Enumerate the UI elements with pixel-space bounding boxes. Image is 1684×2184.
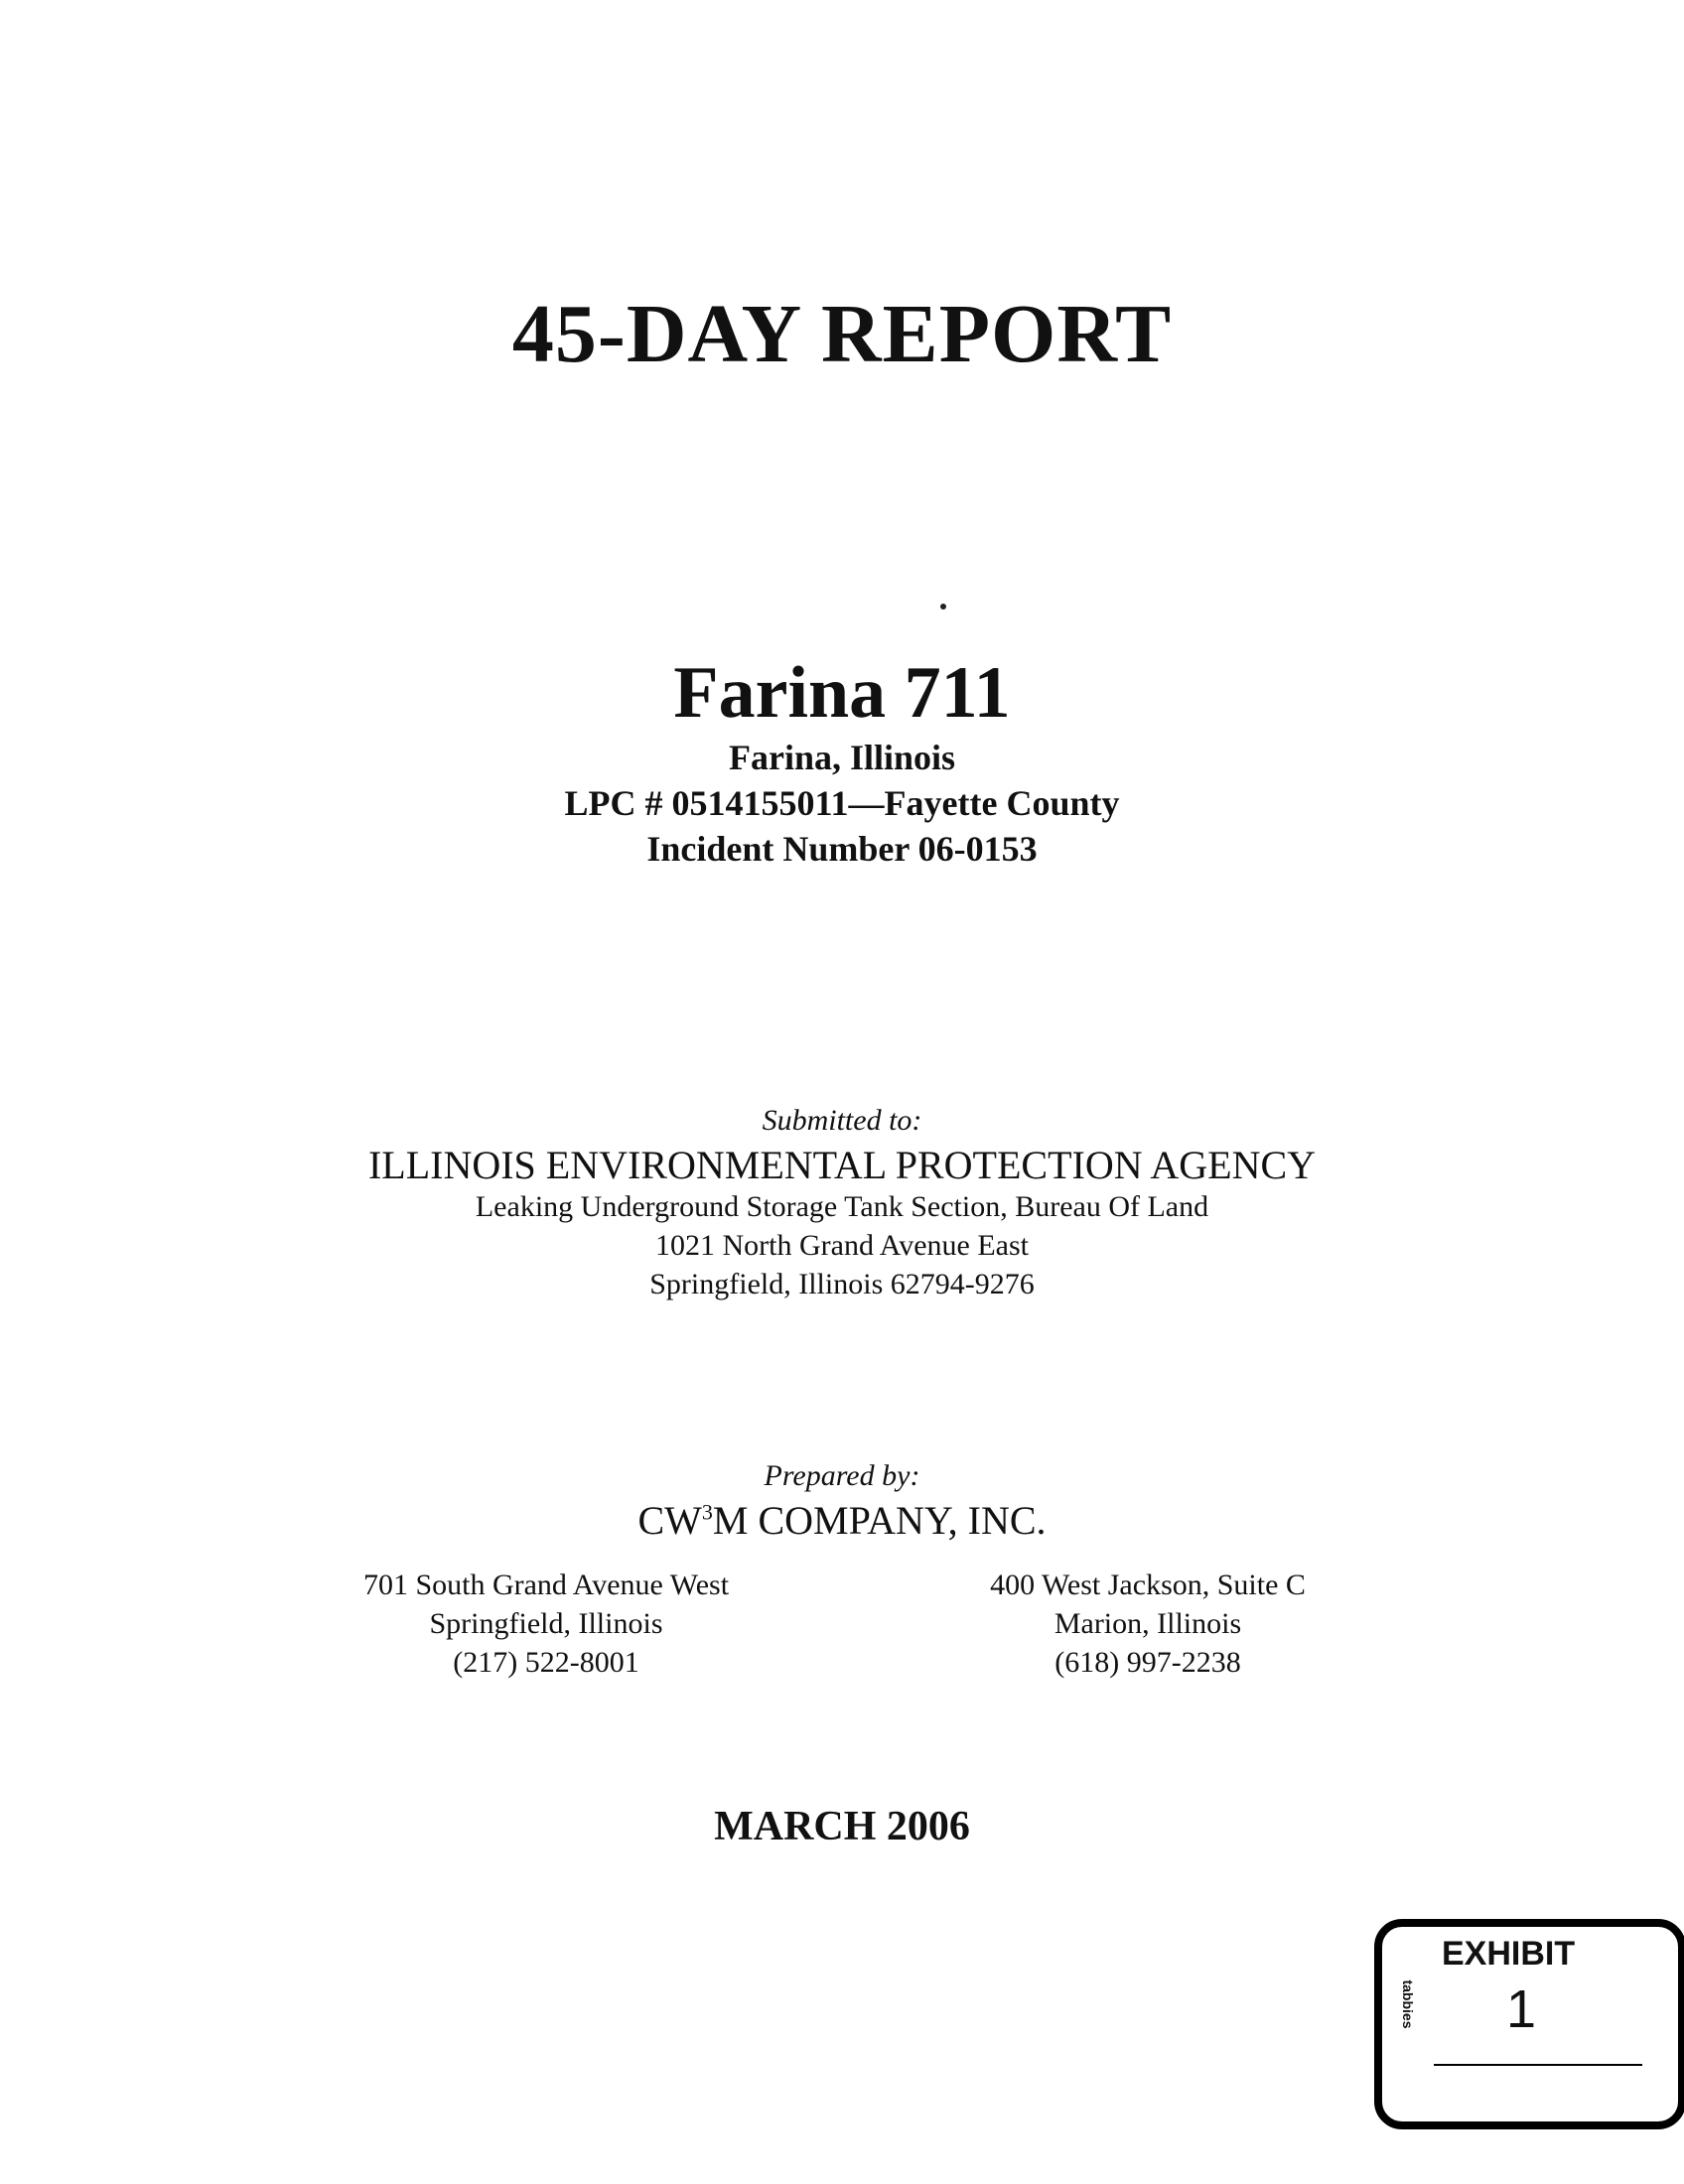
office-marion: [870, 1566, 1426, 1682]
company-prefix: CW: [637, 1498, 702, 1543]
report-date: MARCH 2006: [714, 1804, 970, 1849]
office-springfield: [268, 1566, 824, 1682]
company-suffix: M COMPANY, INC.: [712, 1498, 1047, 1543]
agency-city: Springfield, Illinois 62794-9276: [649, 1268, 1035, 1300]
office-phone: (217) 522-8001: [453, 1646, 639, 1679]
exhibit-rule: [1434, 2064, 1642, 2066]
submitted-to-label: Submitted to:: [762, 1104, 922, 1137]
office-street: 400 West Jackson, Suite C: [990, 1569, 1306, 1601]
report-title: 45-DAY REPORT: [511, 288, 1173, 380]
site-name: Farina 711: [673, 652, 1011, 734]
prepared-by-label: Prepared by:: [764, 1459, 920, 1492]
incident-number: Incident Number 06-0153: [646, 829, 1038, 869]
agency-section: Leaking Underground Storage Tank Section, Bureau Of Land: [475, 1190, 1209, 1223]
speck-mark: [940, 604, 946, 610]
sticker-brand-logo: tabbies: [1400, 1979, 1416, 2029]
company-name: [0, 1497, 1684, 1544]
exhibit-sticker: [1374, 1919, 1684, 2129]
site-location: Farina, Illinois: [728, 738, 956, 777]
company-superscript: 3: [701, 1499, 713, 1525]
office-phone: (618) 997-2238: [1054, 1646, 1241, 1679]
agency-street: 1021 North Grand Avenue East: [654, 1229, 1030, 1262]
agency-name: ILLINOIS ENVIRONMENTAL PROTECTION AGENCY: [367, 1143, 1317, 1187]
lpc-number: LPC # 0514155011—Fayette County: [564, 783, 1120, 823]
office-city: Springfield, Illinois: [429, 1607, 663, 1640]
office-city: Marion, Illinois: [1053, 1607, 1242, 1640]
exhibit-number: 1: [1505, 1979, 1537, 2039]
office-street: 701 South Grand Avenue West: [362, 1569, 730, 1601]
exhibit-label: EXHIBIT: [1442, 1935, 1576, 1973]
